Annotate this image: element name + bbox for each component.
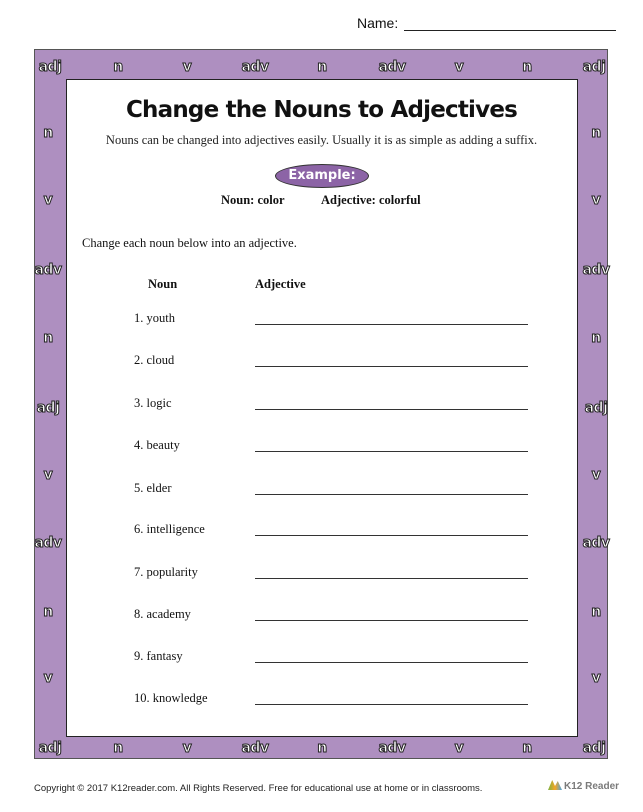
adjective-answer-blank[interactable] bbox=[255, 494, 528, 495]
example-badge: Example: bbox=[275, 164, 369, 188]
logo-text: K12 Reader bbox=[564, 781, 620, 792]
border-letter-left: v bbox=[43, 467, 53, 483]
noun-word: 2. cloud bbox=[134, 353, 175, 367]
exercise-row bbox=[0, 649, 643, 669]
noun-word: 8. academy bbox=[134, 607, 191, 621]
border-letter-bottom: n bbox=[522, 740, 532, 756]
border-letter-right: v bbox=[591, 670, 601, 686]
adjective-answer-blank[interactable] bbox=[255, 578, 528, 579]
name-label: Name: bbox=[357, 15, 399, 31]
instruction-text: Change each noun below into an adjective. bbox=[82, 236, 297, 250]
border-letter-right: v bbox=[591, 467, 601, 483]
border-letter-bottom: n bbox=[113, 740, 123, 756]
exercise-row bbox=[0, 311, 643, 331]
adjective-answer-blank[interactable] bbox=[255, 704, 528, 705]
border-letter-bottom: v bbox=[454, 740, 464, 756]
noun-word: 7. popularity bbox=[134, 565, 198, 579]
logo-leaf-icon bbox=[548, 780, 562, 790]
adjective-answer-blank[interactable] bbox=[255, 409, 528, 410]
adjective-answer-blank[interactable] bbox=[255, 366, 528, 367]
border-letter-left: n bbox=[43, 125, 53, 141]
noun-word: 4. beauty bbox=[134, 438, 180, 452]
border-letter-top: v bbox=[182, 59, 192, 75]
adjective-answer-blank[interactable] bbox=[255, 535, 528, 536]
exercise-row bbox=[0, 438, 643, 458]
border-letter-left: v bbox=[43, 192, 53, 208]
example-adjective: Adjective: colorful bbox=[321, 193, 421, 207]
exercise-row bbox=[0, 353, 643, 373]
border-letter-top: v bbox=[454, 59, 464, 75]
border-letter-bottom: n bbox=[317, 740, 327, 756]
example-noun: Noun: color bbox=[221, 193, 285, 207]
adjective-answer-blank[interactable] bbox=[255, 620, 528, 621]
border-letter-right: adv bbox=[582, 535, 610, 551]
border-letter-bottom: adv bbox=[378, 740, 406, 756]
exercise-row bbox=[0, 691, 643, 711]
name-field bbox=[357, 15, 616, 31]
border-letter-top: adv bbox=[241, 59, 269, 75]
border-letter-right: adv bbox=[582, 262, 610, 278]
noun-word: 6. intelligence bbox=[134, 522, 205, 536]
border-letter-bottom: adv bbox=[241, 740, 269, 756]
exercise-row bbox=[0, 565, 643, 585]
border-letter-right: adj bbox=[584, 400, 608, 416]
name-blank[interactable] bbox=[404, 16, 616, 31]
exercise-row bbox=[0, 522, 643, 542]
border-letter-top: adj bbox=[38, 59, 62, 75]
border-letter-top: adv bbox=[378, 59, 406, 75]
column-header-noun: Noun bbox=[148, 277, 178, 291]
border-letter-left: adj bbox=[36, 400, 60, 416]
border-letter-left: v bbox=[43, 670, 53, 686]
border-letter-bottom: adj bbox=[38, 740, 62, 756]
border-letter-bottom: v bbox=[182, 740, 192, 756]
intro-text: Nouns can be changed into adjectives easily. Usually it is as simple as adding a suffix. bbox=[105, 133, 538, 147]
adjective-answer-blank[interactable] bbox=[255, 324, 528, 325]
border-letter-bottom: adj bbox=[582, 740, 606, 756]
copyright-text: Copyright © 2017 K12reader.com. All Rights Reserved. Free for educational use at home or in classrooms. bbox=[34, 783, 483, 794]
k12reader-logo bbox=[548, 780, 619, 792]
border-letter-top: adj bbox=[582, 59, 606, 75]
border-letter-right: v bbox=[591, 192, 601, 208]
border-letter-right: n bbox=[591, 125, 601, 141]
page-title: Change the Nouns to Adjectives bbox=[125, 97, 518, 123]
border-letter-right: n bbox=[591, 604, 601, 620]
noun-word: 3. logic bbox=[134, 396, 172, 410]
exercise-row bbox=[0, 481, 643, 501]
noun-word: 10. knowledge bbox=[134, 691, 208, 705]
border-letter-top: n bbox=[522, 59, 532, 75]
border-letter-top: n bbox=[113, 59, 123, 75]
border-letter-left: n bbox=[43, 330, 53, 346]
border-letter-left: adv bbox=[34, 535, 62, 551]
exercise-row bbox=[0, 396, 643, 416]
adjective-answer-blank[interactable] bbox=[255, 662, 528, 663]
exercise-row bbox=[0, 607, 643, 627]
noun-word: 1. youth bbox=[134, 311, 175, 325]
adjective-answer-blank[interactable] bbox=[255, 451, 528, 452]
border-letter-right: n bbox=[591, 330, 601, 346]
border-letter-left: adv bbox=[34, 262, 62, 278]
noun-word: 5. elder bbox=[134, 481, 172, 495]
column-header-adjective: Adjective bbox=[255, 277, 306, 291]
border-letter-top: n bbox=[317, 59, 327, 75]
border-letter-left: n bbox=[43, 604, 53, 620]
noun-word: 9. fantasy bbox=[134, 649, 183, 663]
